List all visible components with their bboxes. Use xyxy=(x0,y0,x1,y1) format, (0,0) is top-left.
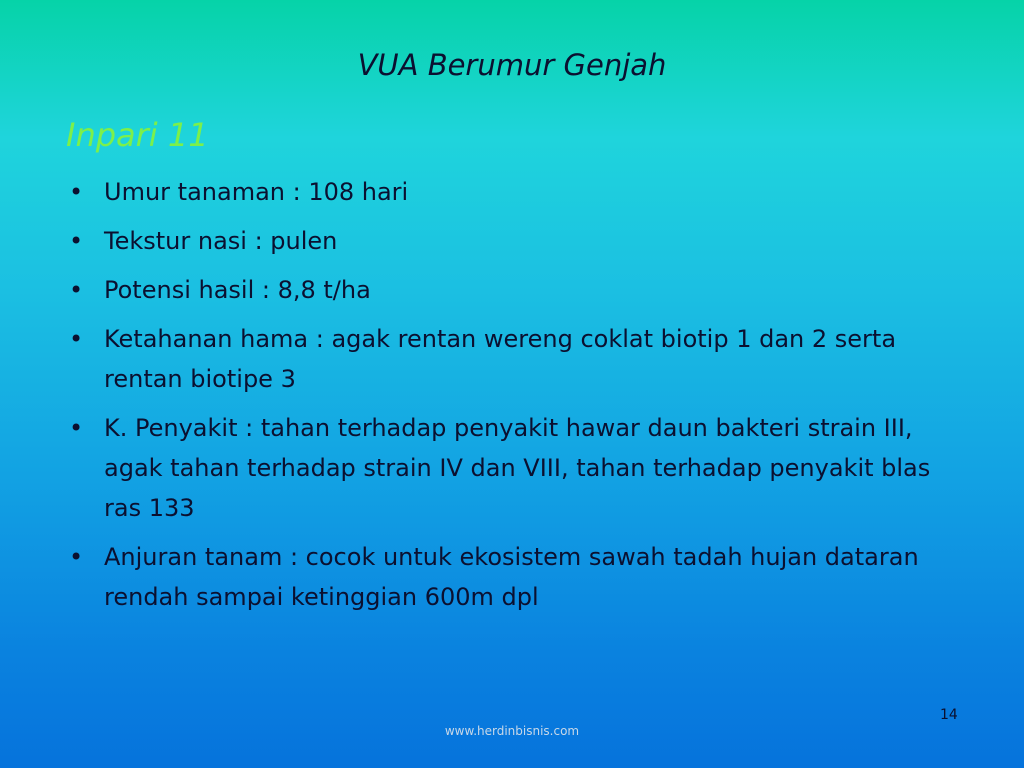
bullet-list xyxy=(66,172,946,626)
bullet-icon: • xyxy=(69,227,84,255)
slide-subtitle: Inpari 11 xyxy=(66,116,209,154)
bullet-item xyxy=(66,319,946,399)
bullet-text: Ketahanan hama : agak rentan wereng coklat biotip 1 dan 2 serta rentan biotipe 3 xyxy=(104,325,897,393)
bullet-text: Umur tanaman : 108 hari xyxy=(104,178,409,206)
bullet-item xyxy=(66,172,946,212)
bullet-item xyxy=(66,537,946,617)
bullet-text: K. Penyakit : tahan terhadap penyakit hawar daun bakteri strain III, agak tahan terhadap strain IV dan VIII, tahan terhadap penyakit blas ras 133 xyxy=(104,414,931,522)
bullet-icon: • xyxy=(69,543,84,571)
bullet-icon: • xyxy=(69,325,84,353)
page-number: 14 xyxy=(940,707,958,723)
bullet-icon: • xyxy=(69,414,84,442)
bullet-item xyxy=(66,221,946,261)
bullet-icon: • xyxy=(69,276,84,304)
bullet-icon: • xyxy=(69,178,84,206)
footer-url: www.herdinbisnis.com xyxy=(444,724,580,738)
bullet-text: Potensi hasil : 8,8 t/ha xyxy=(104,276,371,304)
bullet-item xyxy=(66,408,946,528)
bullet-text: Anjuran tanam : cocok untuk ekosistem sawah tadah hujan dataran rendah sampai ketinggian 600m dpl xyxy=(104,543,919,611)
bullet-item xyxy=(66,270,946,310)
bullet-text: Tekstur nasi : pulen xyxy=(104,227,338,255)
slide-title: VUA Berumur Genjah xyxy=(357,48,667,82)
